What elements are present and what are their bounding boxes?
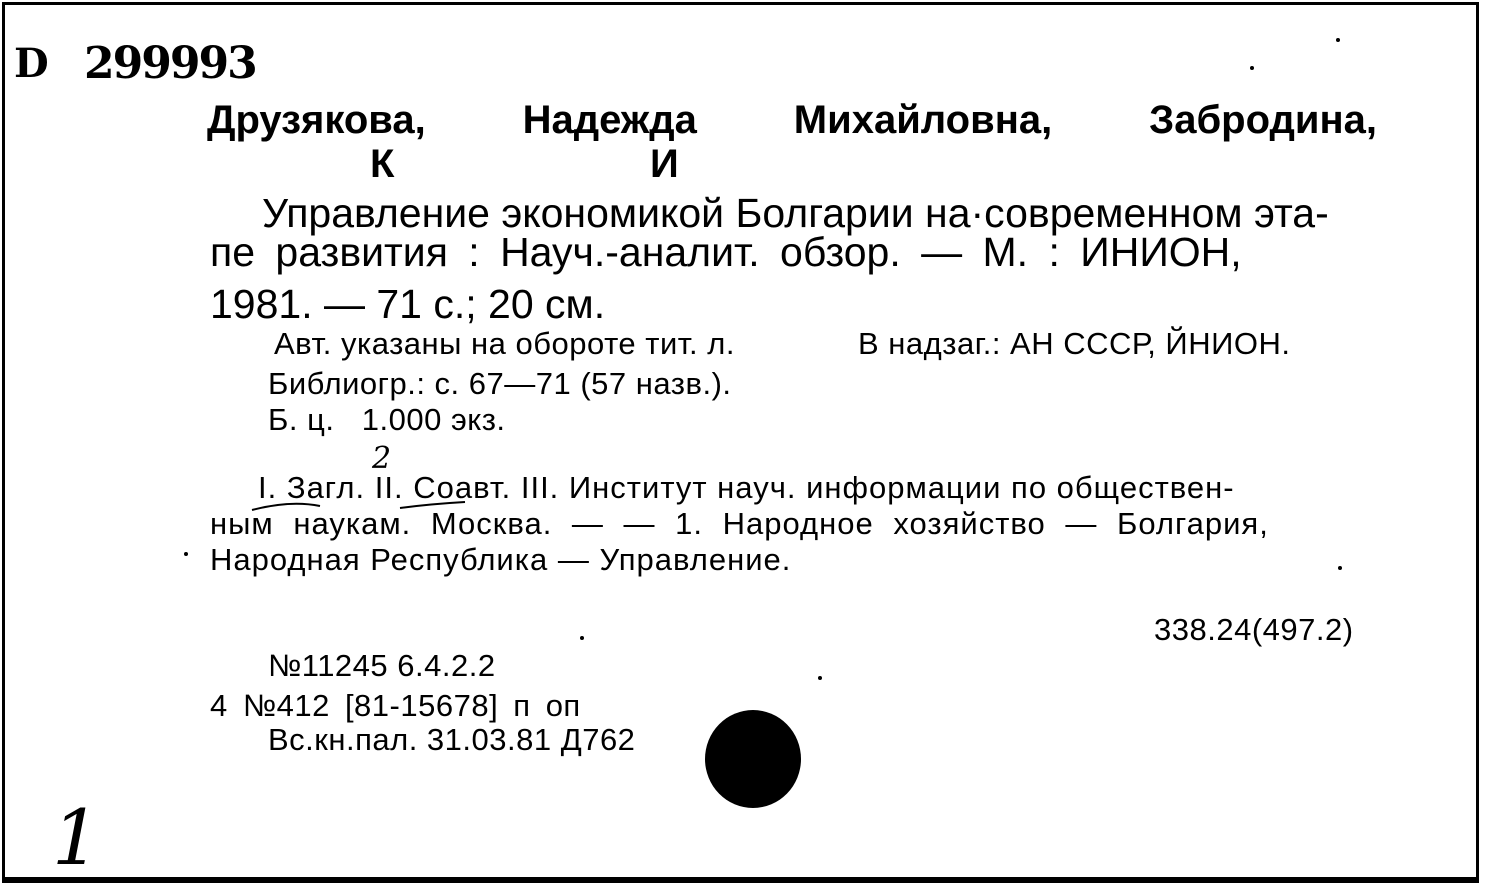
author-word: Забродина, (1149, 98, 1377, 142)
scan-speck (1250, 66, 1254, 70)
scan-speck (818, 676, 822, 680)
inventory-number: 299993 (84, 38, 256, 89)
author-word: Друзякова, (207, 98, 426, 142)
punch-hole (705, 710, 801, 808)
author-word: Надежда (522, 98, 697, 142)
footer-line: Вс.кн.пал. 31.03.81 Д762 (268, 722, 636, 757)
notes-price-copies: Б. ц. 1.000 экз. (268, 402, 506, 437)
scan-speck (184, 552, 188, 556)
corner-mark: 1 (52, 793, 101, 882)
scan-speck (1338, 566, 1342, 570)
author-word: Михайловна, (793, 98, 1053, 142)
footer-line: №11245 6.4.2.2 (268, 648, 496, 683)
title-line: 1981. — 71 с.; 20 см. (210, 281, 606, 327)
handwritten-underline (250, 496, 510, 526)
notes-bibliography: Библиогр.: с. 67—71 (57 назв.). (268, 366, 732, 401)
author-initial: К (370, 142, 395, 186)
title-line: пе развития : Науч.-аналит. обзор. — М. : ИНИОН, (210, 229, 1242, 275)
inventory-prefix: D (14, 40, 49, 87)
footer-line: 4 №412 [81-15678] п оп (210, 688, 581, 723)
tracing-line: I. Загл. II. Соавт. III. Институт науч. информации по обществен- (258, 470, 1235, 505)
author-initial: И (650, 142, 679, 186)
tracing-line: Народная Республика — Управление. (210, 542, 792, 577)
scan-speck (580, 636, 584, 640)
authors-heading (207, 98, 1377, 143)
classification-code: 338.24(497.2) (1154, 612, 1354, 647)
notes-authors-note: Авт. указаны на обороте тит. л. (274, 326, 735, 361)
tracing-line: ным наукам. Москва. — — 1. Народное хозяйство — Болгария, (210, 506, 1269, 541)
notes-header-note: В надзаг.: АН СССР, ЙНИОН. (858, 326, 1291, 361)
title-text: Управление экономикой Болгарии на·современном эта- (262, 190, 1329, 236)
scan-speck (1336, 38, 1340, 42)
handwritten-mark: 2 (372, 441, 392, 476)
